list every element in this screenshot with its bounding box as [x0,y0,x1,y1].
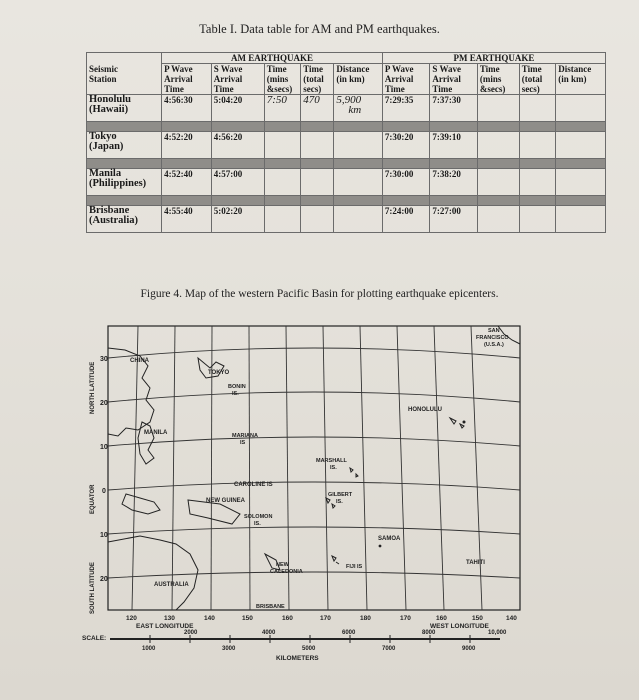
am-distance-header: Distance (in km) [334,64,383,95]
am-s-wave-header: S Wave Arrival Time [211,64,264,95]
lat-tick: 30 [100,356,108,363]
longitude-ticks [126,615,517,622]
earthquake-data-table [86,52,606,233]
marshall-islands [350,468,358,477]
am-time-total-header: Time (total secs) [301,64,334,95]
pm-p-arrival: 7:30:20 [382,132,429,159]
south-latitude-label: SOUTH LATITUDE [90,562,96,614]
east-longitude-label: EAST LONGITUDE [136,623,194,630]
pm-distance-header: Distance (in km) [556,64,606,95]
figure-caption: Figure 4. Map of the western Pacific Basin for plotting earthquake epicenters. [140,288,499,300]
scale-top-tick: 8000 [422,630,436,636]
china-label: CHINA [130,358,149,364]
pm-time-mins-secs [477,95,519,122]
map-frame [108,326,520,610]
am-time-total-secs: 470 [301,95,334,122]
samoa-marker [379,545,382,548]
am-time-mins-secs [264,132,300,159]
brisbane-label: BRISBANE [256,604,285,610]
pm-time-total-secs [519,169,555,196]
mariana-label: MARIANA [232,433,258,439]
pm-s-arrival: 7:38:20 [430,169,477,196]
pm-p-wave-header: P Wave Arrival Time [382,64,429,95]
pm-distance [556,169,606,196]
lon-tick: 180 [360,615,371,622]
scale-top-tick: 2000 [184,630,198,636]
scale-bottom-tick: 9000 [462,646,476,652]
lon-tick: 170 [400,615,411,622]
am-time-mins-secs: 7:50 [264,95,300,122]
pm-time-mins-secs [477,206,519,233]
bonin-label: IS. [232,391,239,397]
pm-s-arrival: 7:27:00 [430,206,477,233]
pm-p-arrival: 7:30:00 [382,169,429,196]
meridian-lines [132,326,482,610]
pm-earthquake-header: PM EARTHQUAKE [382,53,605,64]
pm-time-mins-secs [477,169,519,196]
table-row [87,206,606,233]
lon-tick: 170 [320,615,331,622]
am-earthquake-header: AM EARTHQUAKE [162,53,383,64]
am-time-mins-header: Time (mins &secs) [264,64,300,95]
am-s-arrival: 4:56:20 [211,132,264,159]
am-time-total-secs [301,132,334,159]
west-longitude-label: WEST LONGITUDE [430,623,489,630]
am-p-arrival: 4:55:40 [162,206,212,233]
tokyo-label: TOKYO [208,370,230,376]
australia-label: AUSTRALIA [154,582,189,588]
mariana-label: IS [240,440,246,446]
marshall-label: IS. [330,465,337,471]
borneo-outline [122,494,160,514]
lon-tick: 140 [506,615,517,622]
pm-distance [556,95,606,122]
am-distance: 5,900 km [334,95,383,122]
pm-s-arrival: 7:39:10 [430,132,477,159]
australia-coast [108,536,198,610]
seismic-station-header: Seismic Station [87,53,162,95]
kilometers-label: KILOMETERS [276,655,319,662]
scale-bottom-tick: 3000 [222,646,236,652]
am-time-total-secs [301,206,334,233]
lon-tick: 150 [242,615,253,622]
station-name: Tokyo (Japan) [87,132,162,159]
pm-time-mins-header: Time (mins &secs) [477,64,519,95]
marshall-label: MARSHALL [316,458,347,464]
lon-tick: 160 [282,615,293,622]
pm-distance [556,206,606,233]
am-p-arrival: 4:56:30 [162,95,212,122]
am-s-arrival: 5:02:20 [211,206,264,233]
scale-top-tick: 6000 [342,630,356,636]
pm-s-arrival: 7:37:30 [430,95,477,122]
pm-time-mins-secs [477,132,519,159]
am-s-arrival: 4:57:00 [211,169,264,196]
pm-s-wave-header: S Wave Arrival Time [430,64,477,95]
table-title: Table I. Data table for AM and PM earthquakes. [199,22,440,36]
lat-tick: 0 [102,488,106,495]
tahiti-label: TAHITI [466,560,485,566]
am-time-total-secs [301,169,334,196]
samoa-label: SAMOA [378,536,401,542]
honolulu-label: HONOLULU [408,407,442,413]
am-p-arrival: 4:52:40 [162,169,212,196]
lon-tick: 130 [164,615,175,622]
table-row [87,169,606,196]
pm-p-arrival: 7:24:00 [382,206,429,233]
station-name: Honolulu (Hawaii) [87,95,162,122]
lon-tick: 120 [126,615,137,622]
table-row [87,95,606,122]
scale-bar [110,635,500,643]
lon-tick: 140 [204,615,215,622]
new-caledonia-label: NEW [276,562,289,568]
gilbert-label: GILBERT [328,492,353,498]
scale-bottom-tick: 7000 [382,646,396,652]
lon-tick: 150 [472,615,483,622]
caroline-label: CAROLINE IS [234,482,273,488]
am-distance [334,132,383,159]
pm-time-total-secs [519,206,555,233]
am-p-wave-header: P Wave Arrival Time [162,64,212,95]
pm-p-arrival: 7:29:35 [382,95,429,122]
lat-tick: 10 [100,532,108,539]
san-francisco-label: SAN [488,328,500,334]
pacific-basin-map [80,318,550,668]
pm-time-total-secs [519,95,555,122]
pm-distance [556,132,606,159]
am-distance [334,206,383,233]
scale-bottom-tick: 5000 [302,646,316,652]
station-name: Manila (Philippines) [87,169,162,196]
gilbert-label: IS. [336,499,343,505]
am-time-mins-secs [264,206,300,233]
new-caledonia-label: CALEDONIA [270,569,303,575]
north-latitude-label: NORTH LATITUDE [90,361,96,414]
table-row [87,132,606,159]
coastlines [108,326,520,610]
pm-time-total-secs [519,132,555,159]
scale-top-tick: 4000 [262,630,276,636]
lon-tick: 160 [436,615,447,622]
parallel-lines [108,348,520,578]
scale-bottom-tick: 1000 [142,646,156,652]
am-p-arrival: 4:52:20 [162,132,212,159]
equator-label: EQUATOR [90,484,96,514]
scale-label: SCALE: [82,635,107,642]
am-time-mins-secs [264,169,300,196]
am-s-arrival: 5:04:20 [211,95,264,122]
gilbert-islands [326,498,335,508]
honolulu-marker [463,421,466,424]
bonin-label: BONIN [228,384,246,390]
fiji-label: FIJI IS [346,564,363,570]
station-name: Brisbane (Australia) [87,206,162,233]
lat-tick: 20 [100,576,108,583]
lat-tick: 10 [100,444,108,451]
pm-time-total-header: Time (total secs) [519,64,555,95]
new-guinea-label: NEW GUINEA [206,498,245,504]
lat-tick: 20 [100,400,108,407]
hawaii-islands [450,418,464,428]
solomon-label: IS. [254,521,261,527]
am-distance [334,169,383,196]
solomon-label: SOLOMON [244,514,273,520]
fiji-islands [332,556,339,564]
san-francisco-label: (U.S.A.) [484,342,504,348]
manila-label: MANILA [144,430,168,436]
san-francisco-label: FRANCISCO [476,335,509,341]
scale-top-tick: 10,000 [488,630,507,636]
